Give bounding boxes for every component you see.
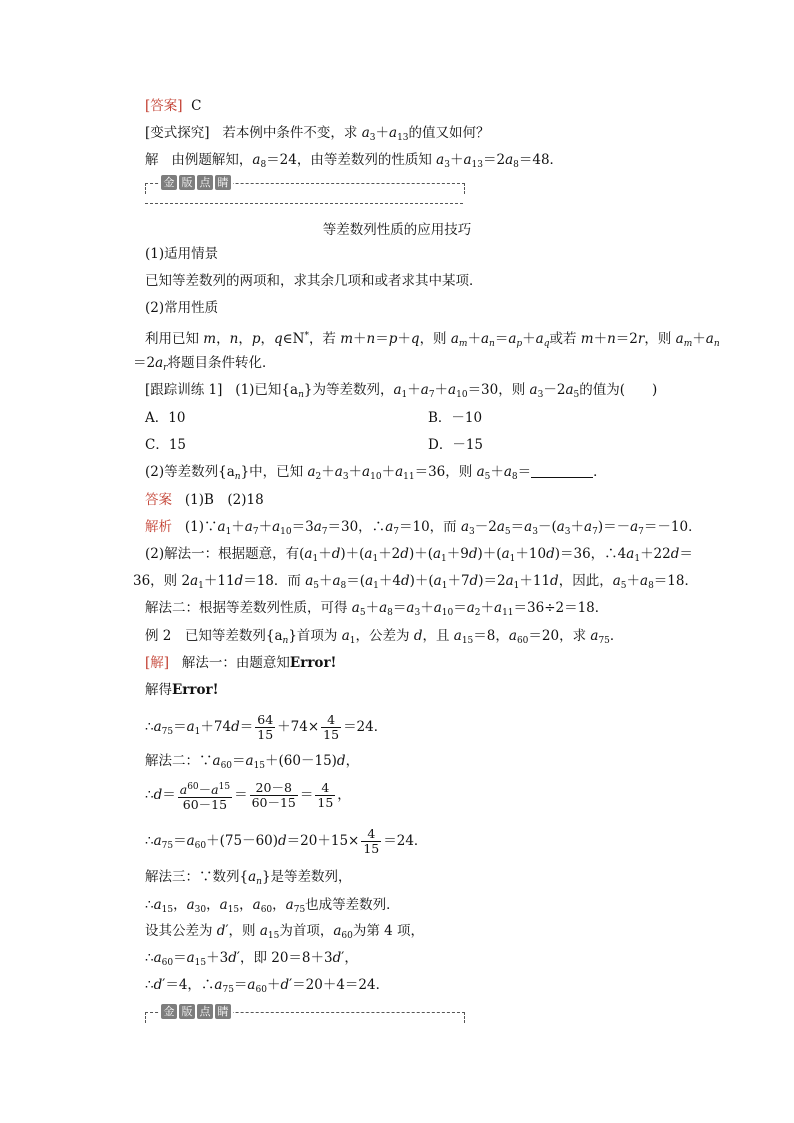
method-2-line-2: ∴d＝ $\frac{a^{60}-a^{15}}{60-15}$ ＝ $\frac{20-8}{60-15}$ ＝ $\frac{4}{15}$ ， bbox=[145, 780, 351, 812]
variant-line: [变式探究] 若本例中条件不变，求 $a_3+a_{13}$的值又如何？ bbox=[145, 125, 490, 143]
tip-badge: 金 版 点 睛 bbox=[159, 175, 233, 190]
example-2: 例 2 已知等差数列$\{a_n\}$首项为 $a_1$，公差为 d，且 $a_{15}=8$，$a_{60}=20$，求 $a_{75}$． bbox=[145, 628, 624, 646]
tip-paragraph-2: 利用已知 m，n，p，q∈N*，若 m＋n＝p＋q，则 $a_m+a_n=a_p+a_q$或若 m＋n＝2r，则 $a_m+a_n$ bbox=[145, 331, 720, 349]
tip-box-top bbox=[145, 176, 463, 207]
method-2-line-1: 解法二：$\because a_{60}=a_{15}+(60-15)d$， bbox=[145, 753, 360, 771]
tip-paragraph-2-cont: $=2a_r$将题目条件转化． bbox=[133, 355, 276, 373]
answer-line bbox=[145, 97, 201, 115]
method-3-line-5: ∴d′＝4，$\therefore a_{75}=a_{60}+d'=20+4=24$． bbox=[145, 977, 390, 995]
tip-heading-2: (2)常用性质 bbox=[145, 300, 219, 316]
analysis-line-1: 解析 $(1)\because a_1+a_7+a_{10}=3a_7=30$，$\therefore a_7=10$，而 $a_3-2a_5=a_3-(a_3+a_7)=-a_7=-10$． bbox=[145, 519, 702, 537]
method-3-line-2: $\therefore a_{15}$，$a_{30}$，$a_{15}$，$a_{60}$，$a_{75}$也成等差数列． bbox=[145, 897, 400, 915]
method-3-line-1: 解法三：∵数列$\{a_n\}$是等差数列， bbox=[145, 869, 352, 887]
solution-method-1: [解] 解法一：由题意知Error! bbox=[145, 655, 337, 671]
tip-box-bottom bbox=[145, 1005, 463, 1036]
tip-heading-1: (1)适用情景 bbox=[145, 246, 219, 262]
answer-2-line: 答案 (1)B (2)18 bbox=[145, 492, 264, 508]
variant-label: [变式探究] bbox=[145, 125, 210, 141]
method-3-line-3: 设其公差为 d′，则 $a_{15}$为首项，$a_{60}$为第 4 项， bbox=[145, 923, 425, 941]
option-b: B．－10 bbox=[428, 410, 483, 426]
method-3-line-4: $\therefore a_{60}=a_{15}+3d'$，即 20＝8＋3d′， bbox=[145, 950, 358, 968]
tip-title: 等差数列性质的应用技巧 bbox=[322, 222, 472, 238]
analysis-line-3: 36，则 $2a_1+11d=18$．而 $a_5+a_8=(a_1+4d)+(a_1+7d)=2a_1+11d$，因此，$a_5+a_8=18$． bbox=[133, 573, 698, 591]
method-2-line-3: $\therefore a_{75}=a_{60}+(75-60)d=20+15\times$ $\frac{4}{15}$ ＝24． bbox=[145, 826, 428, 856]
track-question: [跟踪训练 1] (1)已知$\{a_n\}$为等差数列，$a_1+a_7+a_{10}=30$，则 $a_3-2a_5$的值为( ) bbox=[145, 382, 658, 400]
formula-a75-1: $\therefore a_{75}=a_1+74d=$ $\frac{64}{15}$ ＋74× $\frac{4}{15}$ ＝24． bbox=[145, 712, 388, 742]
option-a: A．10 bbox=[145, 410, 186, 426]
answer-value: C bbox=[191, 98, 202, 114]
solution-line: 解 由例题解知，$a_8=24$，由等差数列的性质知 $a_3+a_{13}=2a_8=48$． bbox=[145, 152, 564, 170]
answer-label: [答案] bbox=[145, 98, 183, 114]
option-c: C．15 bbox=[145, 437, 187, 453]
analysis-line-2: (2)解法一：根据题意，有$(a_1+d)+(a_1+2d)+(a_1+9d)+(a_1+10d)=36$，$\therefore 4a_1+22d=$ bbox=[145, 546, 693, 564]
question-2: (2)等差数列$\{a_n\}$中，已知 $a_2+a_3+a_{10}+a_{11}=36$，则 $a_5+a_8=$ ． bbox=[145, 464, 607, 482]
answer-blank bbox=[531, 465, 593, 478]
tip-paragraph-1: 已知等差数列的两项和，求其余几项和或者求其中某项． bbox=[145, 273, 483, 289]
solved-line: 解得Error! bbox=[145, 682, 219, 698]
analysis-line-4: 解法二：根据等差数列性质，可得 $a_5+a_8=a_3+a_{10}=a_2+a_{11}=36\div 2=18$． bbox=[145, 600, 609, 618]
option-d: D．－15 bbox=[428, 437, 484, 453]
tip-badge-bottom: 金 版 点 睛 bbox=[159, 1004, 233, 1019]
